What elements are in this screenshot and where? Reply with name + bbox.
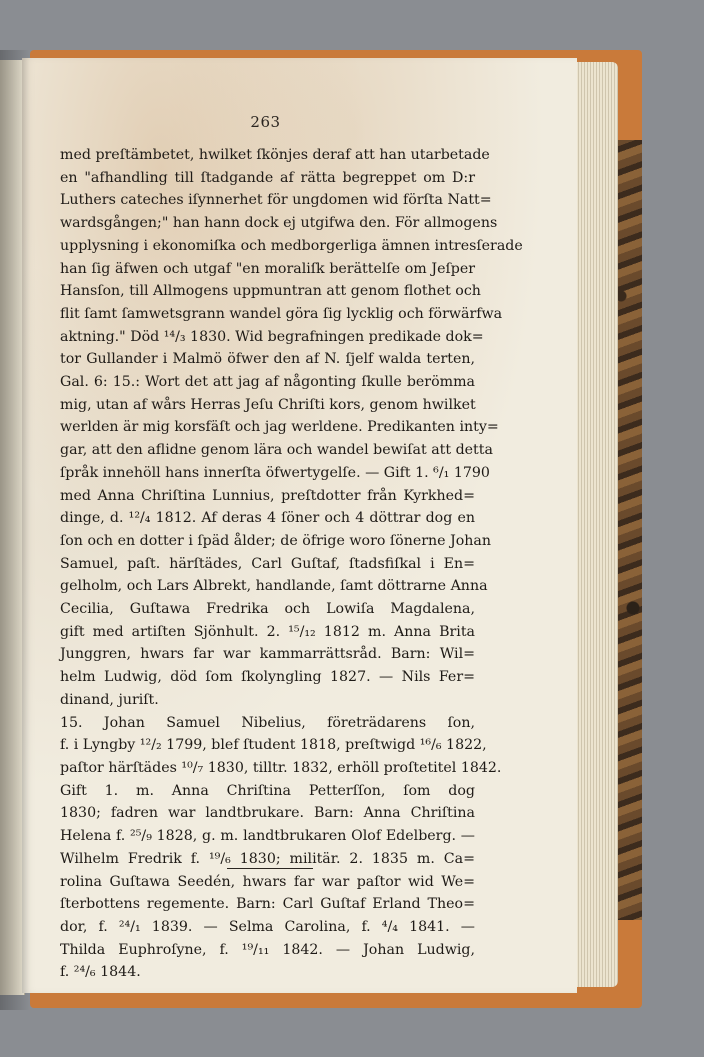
text-line: helm Ludwig, död ſom ſkolyngling 1827. — Nils Fer= xyxy=(60,669,475,686)
text-line: ſpråk innehöll hans innerſta öfwertygelſe. — Gift 1. ⁶/₁ 1790 xyxy=(60,464,490,481)
text-line: dor, f. ²⁴/₁ 1839. — Selma Carolina, f. ⁴/₄ 1841. — xyxy=(60,918,475,935)
text-line: Gift 1. m. Anna Chriſtina Petterſſon, ſom dog xyxy=(60,782,475,799)
text-line: Luthers cateches iſynnerhet för ungdomen wid förſta Natt= xyxy=(60,192,492,209)
book-page xyxy=(22,58,577,993)
text-line: f. ²⁴/₆ 1844. xyxy=(60,964,141,981)
text-line: paſtor härſtädes ¹⁰/₇ 1830, tilltr. 1832, erhöll proſtetitel 1842. xyxy=(60,759,502,776)
text-line: Samuel, paſt. härſtädes, Carl Guſtaf, ſtadsfiſkal i En= xyxy=(60,555,475,572)
text-line: f. i Lyngby ¹²/₂ 1799, blef ſtudent 1818, preſtwigd ¹⁶/₆ 1822, xyxy=(60,737,487,754)
text-line: Helena f. ²⁵/₉ 1828, g. m. landtbrukaren Olof Edelberg. — xyxy=(60,828,475,845)
text-line: Cecilia, Guſtawa Fredrika och Lowiſa Magdalena, xyxy=(60,601,475,618)
text-line: gelholm, och Lars Albrekt, handlande, ſamt döttrarne Anna xyxy=(60,578,488,595)
text-line: med preſtämbetet, hwilket ſkönjes deraf att han utarbetade xyxy=(60,147,490,163)
text-line: Junggren, hwars far war kammarrättsråd. Barn: Wil= xyxy=(60,646,475,663)
page-text xyxy=(60,144,523,984)
text-line: werlden är mig korsfäſt och jag werldene. Predikanten inty= xyxy=(60,419,499,436)
text-line: Hansſon, till Allmogens uppmuntran att genom flothet och xyxy=(60,283,481,300)
page-number: 263 xyxy=(250,113,281,131)
section-heading-line: 15. Johan Samuel Nibelius, företrädarens ſon, xyxy=(60,714,475,731)
text-line: Thilda Euphroſyne, f. ¹⁹/₁₁ 1842. — Johan Ludwig, xyxy=(60,941,475,958)
spine-shadow xyxy=(0,50,30,1010)
text-line: han ſig äfwen och utgaf "en moraliſk berättelſe om Jeſper xyxy=(60,260,475,277)
text-line: ſon och en dotter i ſpäd ålder; de öfrige woro ſönerne Johan xyxy=(60,532,492,549)
text-line: dinge, d. ¹²/₄ 1812. Af deras 4 ſöner och 4 döttrar dog en xyxy=(60,510,475,527)
text-line: Gal. 6: 15.: Wort det att jag af någonting ſkulle berömma xyxy=(60,374,475,391)
text-line: gift med artiſten Sjönhult. 2. ¹⁵/₁₂ 1812 m. Anna Brita xyxy=(60,623,475,640)
text-line: aktning." Död ¹⁴/₃ 1830. Wid begrafningen predikade dok= xyxy=(60,328,484,345)
text-line: gar, att den aflidne genom lära och wandel bewiſat att detta xyxy=(60,442,493,459)
page-stack-edge xyxy=(570,62,618,987)
text-line: upplysning i ekonomiſka och medborgerliga ämnen intresſerade xyxy=(60,237,523,254)
text-line: mig, utan af wårs Herras Jeſu Chriſti kors, genom hwilket xyxy=(60,396,476,413)
text-line: rolina Guſtawa Seedén, hwars far war paſtor wid We= xyxy=(60,873,475,890)
text-line: Wilhelm Fredrik f. ¹⁹/₆ 1830; militär. 2. 1835 m. Ca= xyxy=(60,850,475,867)
text-line: dinand, juriſt. xyxy=(60,691,159,708)
text-line: flit ſamt ſamwetsgrann wandel göra ſig lycklig och förwärfwa xyxy=(60,305,503,322)
text-line: tor Gullander i Malmö öfwer den af N. ſjelf walda terten, xyxy=(60,351,475,368)
text-line: med Anna Chriſtina Lunnius, preſtdotter från Kyrkhed= xyxy=(60,487,475,504)
text-line: en "afhandling till ſtadgande af rätta begreppet om D:r xyxy=(60,169,475,186)
end-rule xyxy=(227,868,313,869)
text-line: ſterbottens regemente. Barn: Carl Guſtaf Erland Theo= xyxy=(60,896,475,913)
text-line: 1830; fadren war landtbrukare. Barn: Anna Chriſtina xyxy=(60,805,475,822)
text-line: wardsgången;" han hann dock ej utgifwa den. För allmogens xyxy=(60,215,498,232)
